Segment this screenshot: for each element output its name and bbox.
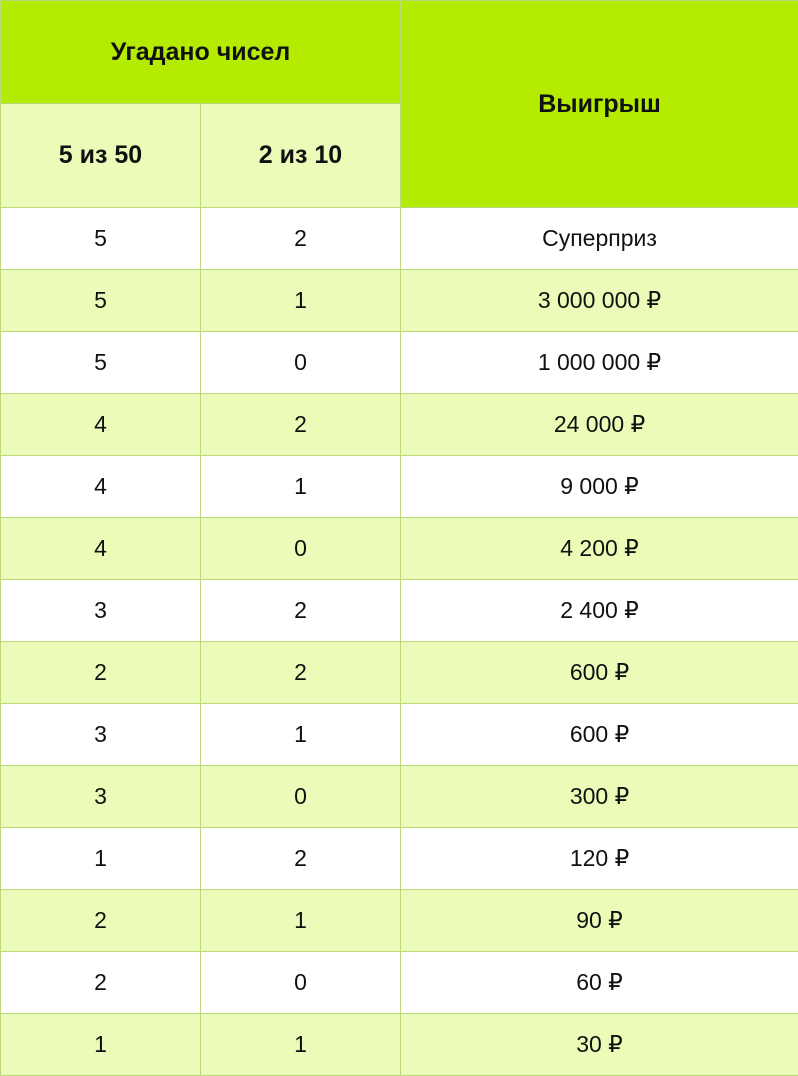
cell-5-of-50: 5 (1, 332, 201, 394)
table-row (1, 394, 798, 456)
table-row (1, 208, 798, 270)
cell-prize: 60 ₽ (401, 952, 798, 1014)
cell-2-of-10: 2 (201, 580, 401, 642)
table-row (1, 766, 798, 828)
cell-5-of-50: 3 (1, 704, 201, 766)
cell-prize: 600 ₽ (401, 704, 798, 766)
table-row (1, 828, 798, 890)
col-2-of-10-header: 2 из 10 (201, 104, 401, 208)
cell-5-of-50: 3 (1, 580, 201, 642)
cell-5-of-50: 2 (1, 642, 201, 704)
cell-prize: 1 000 000 ₽ (401, 332, 798, 394)
cell-2-of-10: 1 (201, 1014, 401, 1076)
cell-prize: 30 ₽ (401, 1014, 798, 1076)
cell-prize: 90 ₽ (401, 890, 798, 952)
cell-2-of-10: 0 (201, 332, 401, 394)
header-row-top (1, 1, 798, 104)
cell-2-of-10: 2 (201, 394, 401, 456)
cell-prize: 120 ₽ (401, 828, 798, 890)
table-body (1, 208, 798, 1076)
table-header (1, 1, 798, 208)
cell-2-of-10: 0 (201, 518, 401, 580)
table-row (1, 518, 798, 580)
cell-prize: 4 200 ₽ (401, 518, 798, 580)
table-row (1, 580, 798, 642)
table-row (1, 952, 798, 1014)
cell-5-of-50: 1 (1, 828, 201, 890)
cell-2-of-10: 2 (201, 642, 401, 704)
col-5-of-50-header: 5 из 50 (1, 104, 201, 208)
cell-5-of-50: 5 (1, 208, 201, 270)
cell-5-of-50: 2 (1, 890, 201, 952)
cell-2-of-10: 0 (201, 952, 401, 1014)
cell-prize: 300 ₽ (401, 766, 798, 828)
table-row (1, 456, 798, 518)
cell-2-of-10: 0 (201, 766, 401, 828)
cell-prize: 2 400 ₽ (401, 580, 798, 642)
table-row (1, 1014, 798, 1076)
cell-5-of-50: 2 (1, 952, 201, 1014)
cell-5-of-50: 4 (1, 456, 201, 518)
table-row (1, 270, 798, 332)
cell-5-of-50: 1 (1, 1014, 201, 1076)
cell-2-of-10: 2 (201, 828, 401, 890)
cell-5-of-50: 4 (1, 394, 201, 456)
cell-prize: 9 000 ₽ (401, 456, 798, 518)
table-row (1, 890, 798, 952)
table-row (1, 332, 798, 394)
table-row (1, 642, 798, 704)
prize-header: Выигрыш (401, 1, 798, 208)
guessed-numbers-header: Угадано чисел (1, 1, 401, 104)
cell-prize: 24 000 ₽ (401, 394, 798, 456)
cell-2-of-10: 1 (201, 270, 401, 332)
cell-2-of-10: 1 (201, 456, 401, 518)
cell-5-of-50: 4 (1, 518, 201, 580)
cell-prize: Суперприз (401, 208, 798, 270)
cell-2-of-10: 2 (201, 208, 401, 270)
cell-prize: 3 000 000 ₽ (401, 270, 798, 332)
table-row (1, 704, 798, 766)
cell-2-of-10: 1 (201, 890, 401, 952)
cell-prize: 600 ₽ (401, 642, 798, 704)
cell-5-of-50: 5 (1, 270, 201, 332)
cell-2-of-10: 1 (201, 704, 401, 766)
cell-5-of-50: 3 (1, 766, 201, 828)
